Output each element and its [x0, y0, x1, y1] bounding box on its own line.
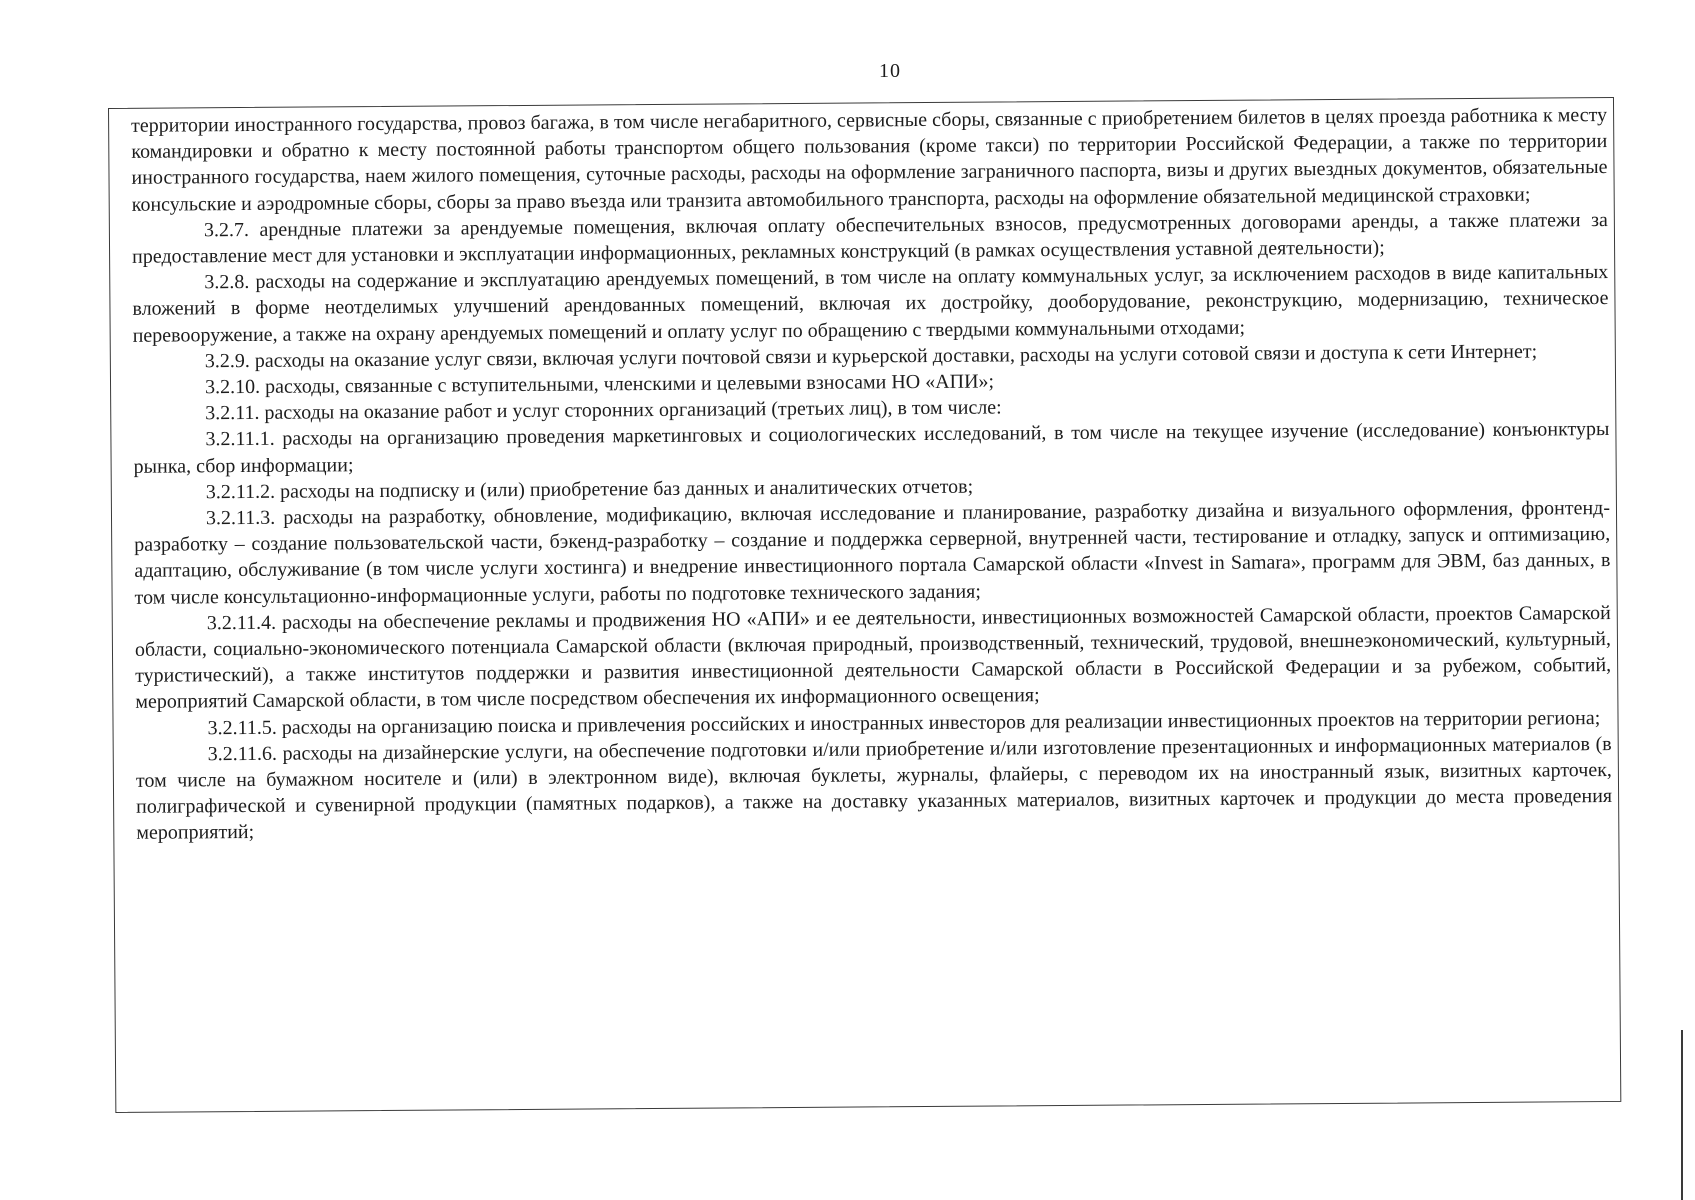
- paragraph-3-2-11-3: 3.2.11.3. расходы на разработку, обновление, модификацию, включая исследование и планирование, разработку дизайна и визуального оформления, фронтенд-разработку – создание пользовательской части, бэкенд-разработку – создание и поддержка серверной, внутренней части, тестирование и отладку, запуск и оптимизацию, адаптацию, обслуживание (в том числе услуги хостинга) и внедрение инвестиционного портала Самарской области «Invest in Samara», программ для ЭВМ, баз данных, в том числе консультационно-информационные услуги, работы по подготовке технического задания;: [134, 497, 1611, 609]
- page-number: 10: [879, 60, 901, 82]
- paragraph-3-2-11-2: 3.2.11.2. расходы на подписку и (или) приобретение баз данных и аналитических отчетов;: [205, 475, 974, 504]
- paragraph-3-2-11-4: 3.2.11.4. расходы на обеспечение рекламы и продвижения НО «АПИ» и ее деятельности, инвестиционных возможностей Самарской области, проектов Самарской области, социально-экономического потенциала Самарской области (включая природный, производственный, технический, трудовой, внешнеэкономический, культурный, туристический), а также институтов поддержки и развития инвестиционной деятельности Самарской области в Российской Федерации и за рубежом, событий, мероприятий Самарской области, в том числе посредством обеспечения их информационного освещения;: [134, 601, 1612, 714]
- paragraph-3-2-8: 3.2.8. расходы на содержание и эксплуатацию арендуемых помещений, в том числе на оплату коммунальных услуг, за исключением расходов в виде капитальных вложений в форме неотделимых улучшений арендованных помещений, включая их достройку, дооборудование, реконструкцию, модернизацию, техническое перевооружение, а также на охрану арендуемых помещений и оплату услуг по обращению с твердыми коммунальными отходами;: [132, 261, 1609, 347]
- paragraph-3-2-10: 3.2.10. расходы, связанные с вступительными, членскими и целевыми взносами НО «АПИ»;: [204, 370, 995, 399]
- document-body: [131, 102, 1612, 846]
- paragraph-3-2-11-5: 3.2.11.5. расходы на организацию поиска и привлечения российских и иностранных инвесторов для реализации инвестиционных проектов на территории региона;: [207, 706, 1601, 739]
- paragraph-travel-expenses: территории иностранного государства, провоз багажа, в том числе негабаритного, сервисные сборы, связанные с приобретением билетов в целях проезда работника к месту командировки и обратно к месту постоянной работы транспортом общего пользования (кроме такси) по территории Российской Федерации, а также по территории иностранного государства, наем жилого помещения, суточные расходы, расходы на оформление заграничного паспорта, визы и других выездных документов, обязательные консульские и аэродромные сборы, сборы за право въезда или транзита автомобильного транспорта, расходы на оформление обязательной медицинской страховки;: [131, 104, 1608, 216]
- paragraph-3-2-11: 3.2.11. расходы на оказание работ и услуг сторонних организаций (третьих лиц), в том числе:: [205, 396, 1002, 425]
- paragraph-3-2-11-6: 3.2.11.6. расходы на дизайнерские услуги, на обеспечение подготовки и/или приобретение и/или изготовление презентационных и информационных материалов (в том числе на бумажном носителе и (или) в электронном виде), включая буклеты, журналы, флайеры, с переводом их на иностранный язык, визитных карточек, полиграфической и сувенирной продукции (памятных подарков), а также на доставку указанных материалов, визитных карточек и продукции до места проведения мероприятий;: [135, 732, 1613, 845]
- paragraph-3-2-7: 3.2.7. арендные платежи за арендуемые помещения, включая оплату обеспечительных взносов, предусмотренных договорами аренды, а также платежи за предоставление мест для установки и эксплуатации информационных, рекламных конструкций (в рамках осуществления уставной деятельности);: [132, 208, 1608, 268]
- paragraph-3-2-11-1: 3.2.11.1. расходы на организацию проведения маркетинговых и социологических исследований, в том числе на текущее изучение (исследование) конъюнктуры рынка, сбор информации;: [133, 418, 1610, 478]
- paragraph-3-2-9: 3.2.9. расходы на оказание услуг связи, включая услуги почтовой связи и курьерской доставки, расходы на услуги сотовой связи и доступа к сети Интернет;: [204, 340, 1538, 373]
- content-frame: [108, 97, 1621, 1113]
- scan-edge-line: [1681, 1030, 1683, 1200]
